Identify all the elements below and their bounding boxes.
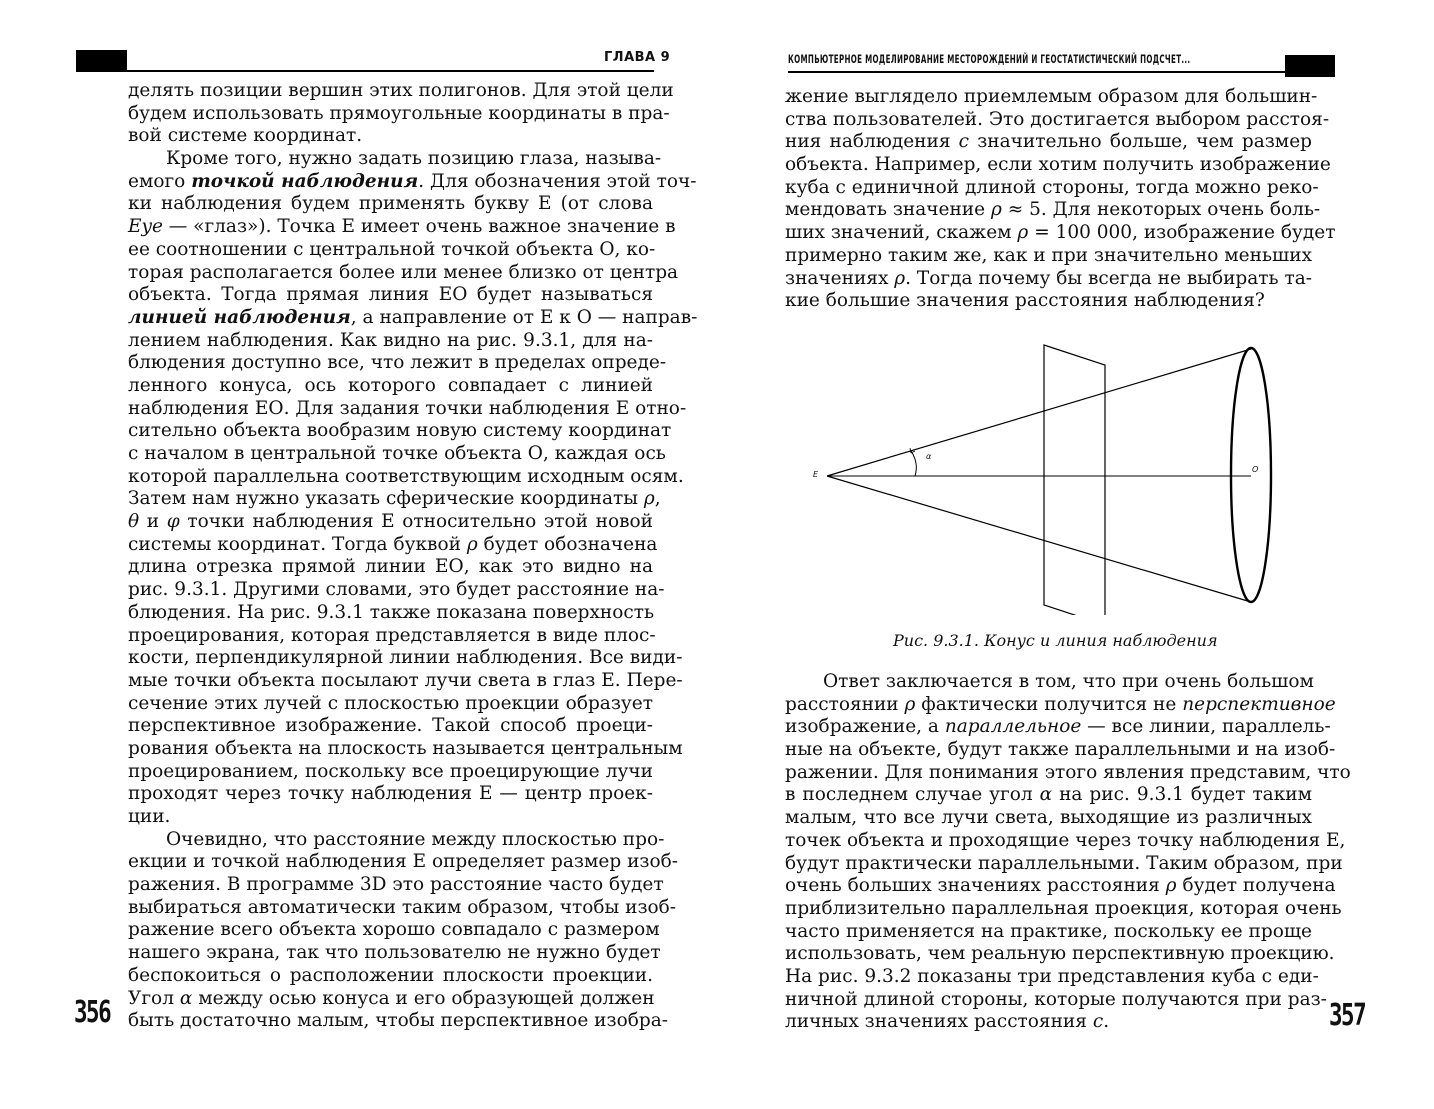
- body-text-top: [785, 86, 1336, 313]
- cone-ray-upper: [827, 349, 1251, 476]
- text-line: кие большие значения расстояния наблюдения?: [785, 290, 1265, 312]
- figure-cone: [807, 335, 1277, 615]
- text-line: ших значений, скажем ρ = 100 000, изображение будет: [785, 222, 1336, 244]
- text-line: ражении. Для понимания этого явления представим, что: [785, 761, 1351, 783]
- text-line: ее соотношении с центральной точкой объекта О, ко-: [128, 238, 656, 260]
- text-line: малым, что все лучи света, выходящие из различных: [785, 807, 1312, 829]
- header-black-bar: [76, 50, 127, 72]
- figure-caption: Рис. 9.3.1. Конус и линия наблюдения: [893, 631, 1218, 650]
- text-line: ничной длиной стороны, которые получаются при раз-: [785, 988, 1327, 1010]
- text-line: блюдения доступно все, что лежит в пределах опреде-: [128, 352, 667, 374]
- text-line: которой параллельна соответствующим исходным осям.: [128, 465, 684, 487]
- text-line: куба с единичной длиной стороны, тогда можно реко-: [785, 176, 1319, 198]
- running-head: КОМПЬЮТЕРНОЕ МОДЕЛИРОВАНИЕ МЕСТОРОЖДЕНИЙ И ГЕОСТАТИСТИЧЕСКИЙ ПОДСЧЕТ...: [788, 52, 1191, 66]
- text-line: использовать, чем реальную перспективную проекцию.: [785, 943, 1335, 965]
- text-line: наблюдения ЕО. Для задания точки наблюдения Е отно-: [128, 397, 687, 419]
- text-line: Угол α между осью конуса и его образующей должен: [128, 987, 655, 1009]
- header-rule: [788, 71, 1335, 73]
- text-line: проецирования, которая представляется в виде плос-: [128, 624, 656, 646]
- text-line: Ответ заключается в том, что при очень большом: [823, 671, 1314, 692]
- text-line: перспективное изображение. Такой способ проеци-: [128, 715, 653, 737]
- text-line: проходят через точку наблюдения Е — центр проек-: [128, 783, 653, 805]
- text-line: ражение всего объекта хорошо совпадало с размером: [128, 919, 660, 941]
- text-line: значениях ρ. Тогда почему бы всегда не выбирать та-: [785, 267, 1313, 289]
- text-line: сительно объекта вообразим новую систему координат: [128, 420, 672, 442]
- text-line: ленного конуса, ось которого совпадает с линией: [128, 374, 653, 396]
- text-line: сечение этих лучей с плоскостью проекции образует: [128, 692, 653, 714]
- text-line: объекта. Например, если хотим получить изображение: [785, 154, 1331, 176]
- text-line: линией наблюдения, а направление от Е к О — направ-: [128, 306, 698, 328]
- text-line: примерно таким же, как и при значительно меньших: [785, 244, 1312, 266]
- text-line: жение выглядело приемлемым образом для большин-: [785, 86, 1318, 107]
- text-line: объекта. Тогда прямая линия ЕО будет называться: [128, 284, 653, 306]
- text-line: лением наблюдения. Как видно на рис. 9.3.1, для на-: [128, 329, 653, 351]
- header-rule: [76, 70, 654, 72]
- text-line: ки наблюдения будем применять букву Е (от слова: [128, 193, 653, 215]
- text-line: будем использовать прямоугольные координаты в пра-: [128, 102, 670, 124]
- text-line: часто применяется на практике, поскольку ее проще: [785, 920, 1312, 942]
- text-line: ции.: [128, 806, 171, 827]
- label-e: E: [813, 470, 819, 479]
- text-line: рис. 9.3.1. Другими словами, это будет расстояние на-: [128, 579, 665, 601]
- running-head: ГЛАВА 9: [604, 50, 671, 65]
- text-line: точек объекта и проходящие через точку наблюдения Е,: [785, 829, 1346, 851]
- text-line: будут практически параллельными. Таким образом, при: [785, 852, 1343, 874]
- label-angle: α: [926, 452, 932, 461]
- text-line: ражения. В программе 3D это расстояние часто будет: [128, 874, 664, 896]
- text-line: ные на объекте, будут также параллельными и на изоб-: [785, 739, 1336, 761]
- text-line: длина отрезка прямой линии ЕО, как это видно на: [128, 556, 653, 578]
- cone-base-ellipse: [1231, 348, 1271, 602]
- text-line: системы координат. Тогда буквой ρ будет обозначена: [128, 533, 658, 555]
- text-line: нашего экрана, так что пользователю не нужно будет: [128, 942, 661, 964]
- text-line: торая располагается более или менее близко от центра: [128, 261, 679, 283]
- right-page: [717, 0, 1434, 1109]
- text-line: Очевидно, что расстояние между плоскостью про-: [166, 828, 665, 850]
- text-line: проецированием, поскольку все проецирующие лучи: [128, 760, 653, 782]
- text-line: екции и точкой наблюдения Е определяет размер изоб-: [128, 851, 679, 873]
- text-line: ства пользователей. Это достигается выбором расстоя-: [785, 108, 1330, 130]
- text-line: приблизительно параллельная проекция, которая очень: [785, 897, 1342, 919]
- body-text: [128, 80, 698, 1033]
- projection-plane: [1044, 345, 1105, 615]
- text-line: ния наблюдения c значительно больше, чем размер: [785, 131, 1312, 153]
- text-line: вой системе координат.: [128, 125, 363, 147]
- text-line: в последнем случае угол α на рис. 9.3.1 будет таким: [785, 784, 1312, 806]
- text-line: изображение, а параллельное — все линии, параллель-: [785, 716, 1331, 738]
- text-line: емого точкой наблюдения. Для обозначения этой точ-: [128, 170, 697, 192]
- page-number: 357: [1329, 998, 1366, 1033]
- text-line: очень больших значениях расстояния ρ будет получена: [785, 875, 1336, 897]
- text-line: быть достаточно малым, чтобы перспективное изобра-: [128, 1010, 668, 1032]
- cone-ray-lower: [827, 476, 1251, 602]
- text-line: Кроме того, нужно задать позицию глаза, называ-: [166, 148, 662, 170]
- text-line: с началом в центральной точке объекта О, каждая ось: [128, 443, 666, 464]
- text-line: мые точки объекта посылают лучи света в глаз Е. Пере-: [128, 669, 683, 691]
- angle-arc: [911, 451, 916, 476]
- text-line: блюдения. На рис. 9.3.1 также показана поверхность: [128, 601, 655, 623]
- label-o: O: [1252, 465, 1259, 474]
- header-black-bar: [1285, 55, 1335, 77]
- text-line: личных значениях расстояния c.: [785, 1011, 1110, 1033]
- text-line: беспокоиться о расположении плоскости проекции.: [128, 964, 653, 986]
- text-line: θ и φ точки наблюдения Е относительно этой новой: [128, 511, 653, 533]
- text-line: мендовать значение ρ ≈ 5. Для некоторых очень боль-: [785, 199, 1321, 221]
- text-line: расстоянии ρ фактически получится не перспективное: [785, 693, 1336, 715]
- text-line: выбираться автоматически таким образом, чтобы изоб-: [128, 896, 677, 918]
- text-line: Затем нам нужно указать сферические координаты ρ,: [128, 488, 661, 510]
- text-line: делять позиции вершин этих полигонов. Для этой цели: [128, 80, 674, 101]
- page-number: 356: [74, 995, 111, 1030]
- text-line: Eye — «глаз»). Точка Е имеет очень важное значение в: [128, 216, 676, 238]
- text-line: кости, перпендикулярной линии наблюдения. Все види-: [128, 647, 683, 669]
- text-line: На рис. 9.3.2 показаны три представления куба с еди-: [785, 965, 1319, 987]
- text-line: рования объекта на плоскость называется центральным: [128, 737, 683, 759]
